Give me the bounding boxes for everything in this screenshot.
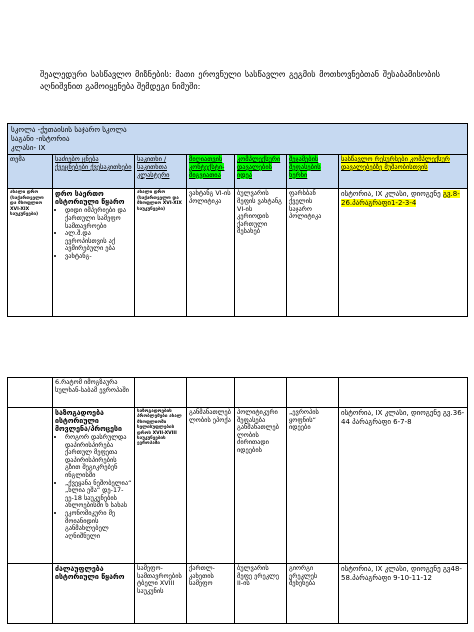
cluster-cell: ახალი დრო (საქართველო და მსოფლიო XVI-XIX საუკუნეები)	[135, 189, 187, 317]
theme-cell: ახალი დრო (საქართველო და მსოფლიო XVI-XIX საუკუნეები)	[8, 189, 53, 317]
concept-cell: ძალაუფლება ისტორიული წყარო	[53, 564, 135, 624]
list-item: • ვახტანგ-	[65, 253, 132, 261]
list-item: • დიდი იმპერიები და ქართული სამეფო სამთავროები	[65, 207, 132, 230]
task-cell: პოლიტიკური შეფასება განმანათლებლობის ძირითადი იდეების	[235, 408, 287, 564]
school-name: სკოლა -ქუთაისის საჯარო სკოლა	[11, 125, 127, 134]
resource-cell: ისტორია, IX კლასი, დიოგენე გვ.8-26.პარაგრაფი1-2-3-4	[339, 189, 468, 317]
header-resources: სასწავლო რესურსები კომპლექსურ დავალებებზე მუშაობისთვის	[339, 155, 468, 189]
header-theme: თემა	[8, 155, 53, 189]
subject-name: საგანი -ისტორია	[11, 133, 70, 143]
task-cell: ბულვარის მეფე ერეკლე II-ის	[235, 564, 287, 624]
intro-paragraph: შეალედური სასწავლო მიზნების: მათი ეროვნული სასწავლო გეგმის მოთხოვნებთან შესაბამისობის აღნიშვნით გამოიყენება შემდეგი ნიმუში:	[40, 69, 440, 91]
resource-cell: ისტორია, IX კლასი, დიოგენე გვ48-58.პარაგრაფი 9-10-11-12	[339, 564, 468, 624]
task-cell: ბულვარის მეფის ვახტანგ VI-ის კერიოდის ქართული მესახებ	[235, 189, 287, 317]
header-task: კომპლექსური დავალების იდეა	[235, 155, 287, 189]
header-concept: საძიებო ცნება ქვეცნებები ქვესაკითხები	[53, 155, 135, 189]
cluster-cell: საზოგადოების პრობლემები ახალ მსოფლიოში ხელისუფლების დროს XVII-XVIII საუკუნეების ევროპაში	[135, 408, 187, 564]
header-cluster: საკითხი / საკითხთა კლასტერი	[135, 155, 187, 189]
context-cell: ქართლ-კახეთის სამეფო	[187, 564, 235, 624]
concept-cell: დრო საერთო ისტორიული წყარო • დიდი იმპერიები და ქართული სამეფო სამთავროები • ალ.შ.და ევროპისთვის აქ ავმირებული ება • ვახტანგ-	[53, 189, 135, 317]
list-item: • ალ.შ.და ევროპისთვის აქ ავმირებული ება	[65, 230, 132, 253]
table-row	[8, 189, 468, 317]
context-cell: ვახტანგ VI-ის პოლიტიკა	[187, 189, 235, 317]
concept-cell: საზოგადოება ისტორიული მოვლენა/პროცესი • როგორ დასრულდა დაპირისპირება ქართულ მეფეთა დაპირისპირების გზით შეგიკრებენ ინგლისში • „ქვეყანა ნეშობელია“ „ხლია ეშა“ დე-17-ეე-18 საუკუნების ახლოებისში ხ სახას • ეკონომიკური მე მოიანიდის განმახლებელ აღნიშნული	[53, 408, 135, 564]
table-row	[8, 408, 468, 564]
list-item: • როგორ დასრულდა დაპირისპირება ქართულ მეფეთა დაპირისპირების გზით შეგიკრებენ ინგლისში	[65, 434, 132, 480]
concept-list	[55, 434, 132, 540]
curriculum-table-top	[7, 123, 468, 317]
continued-note-cell: 6.რატომ იმოგზაურა სულხან-საბამ ევროპაში	[53, 378, 135, 408]
header-context: მიღიათვის კონტექსტი-მიგვიათია	[187, 155, 235, 189]
header-assessment: შეჯამების შეფასების ხერხი	[287, 155, 339, 189]
curriculum-table-bottom	[7, 377, 468, 624]
resource-highlight: გვ.8-26.პარაგრაფი1-2-3-4	[341, 190, 460, 208]
concept-list	[55, 207, 132, 260]
table-row	[8, 564, 468, 624]
school-info-cell	[8, 124, 468, 155]
table-row	[8, 378, 468, 408]
resource-cell: ისტორია, IX კლასი, დიოგენე გვ.36-44 პარაგრაფი 6-7-8	[339, 408, 468, 564]
assessment-cell: ფარსბან ქველის საჯარო პოლიტიკა	[287, 189, 339, 317]
list-item: • ეკონომიკური მე მოიანიდის განმახლებელ აღნიშნული	[65, 510, 132, 540]
list-item: • „ქვეყანა ნეშობელია“ „ხლია ეშა“ დე-17-ეე-18 საუკუნების ახლოებისში ხ სახას	[65, 480, 132, 510]
cluster-cell: სამეფო-სამთავროების ტბელი XVIII საუკუნის	[135, 564, 187, 624]
class-name: კლასი- IX	[11, 142, 46, 152]
assessment-cell: გიორგი ერეკლეს შეხეხება	[287, 564, 339, 624]
assessment-cell: „ევროპის ყოფნის“ იდეები	[287, 408, 339, 564]
context-cell: განმანათლებლობის ეპოქა	[187, 408, 235, 564]
